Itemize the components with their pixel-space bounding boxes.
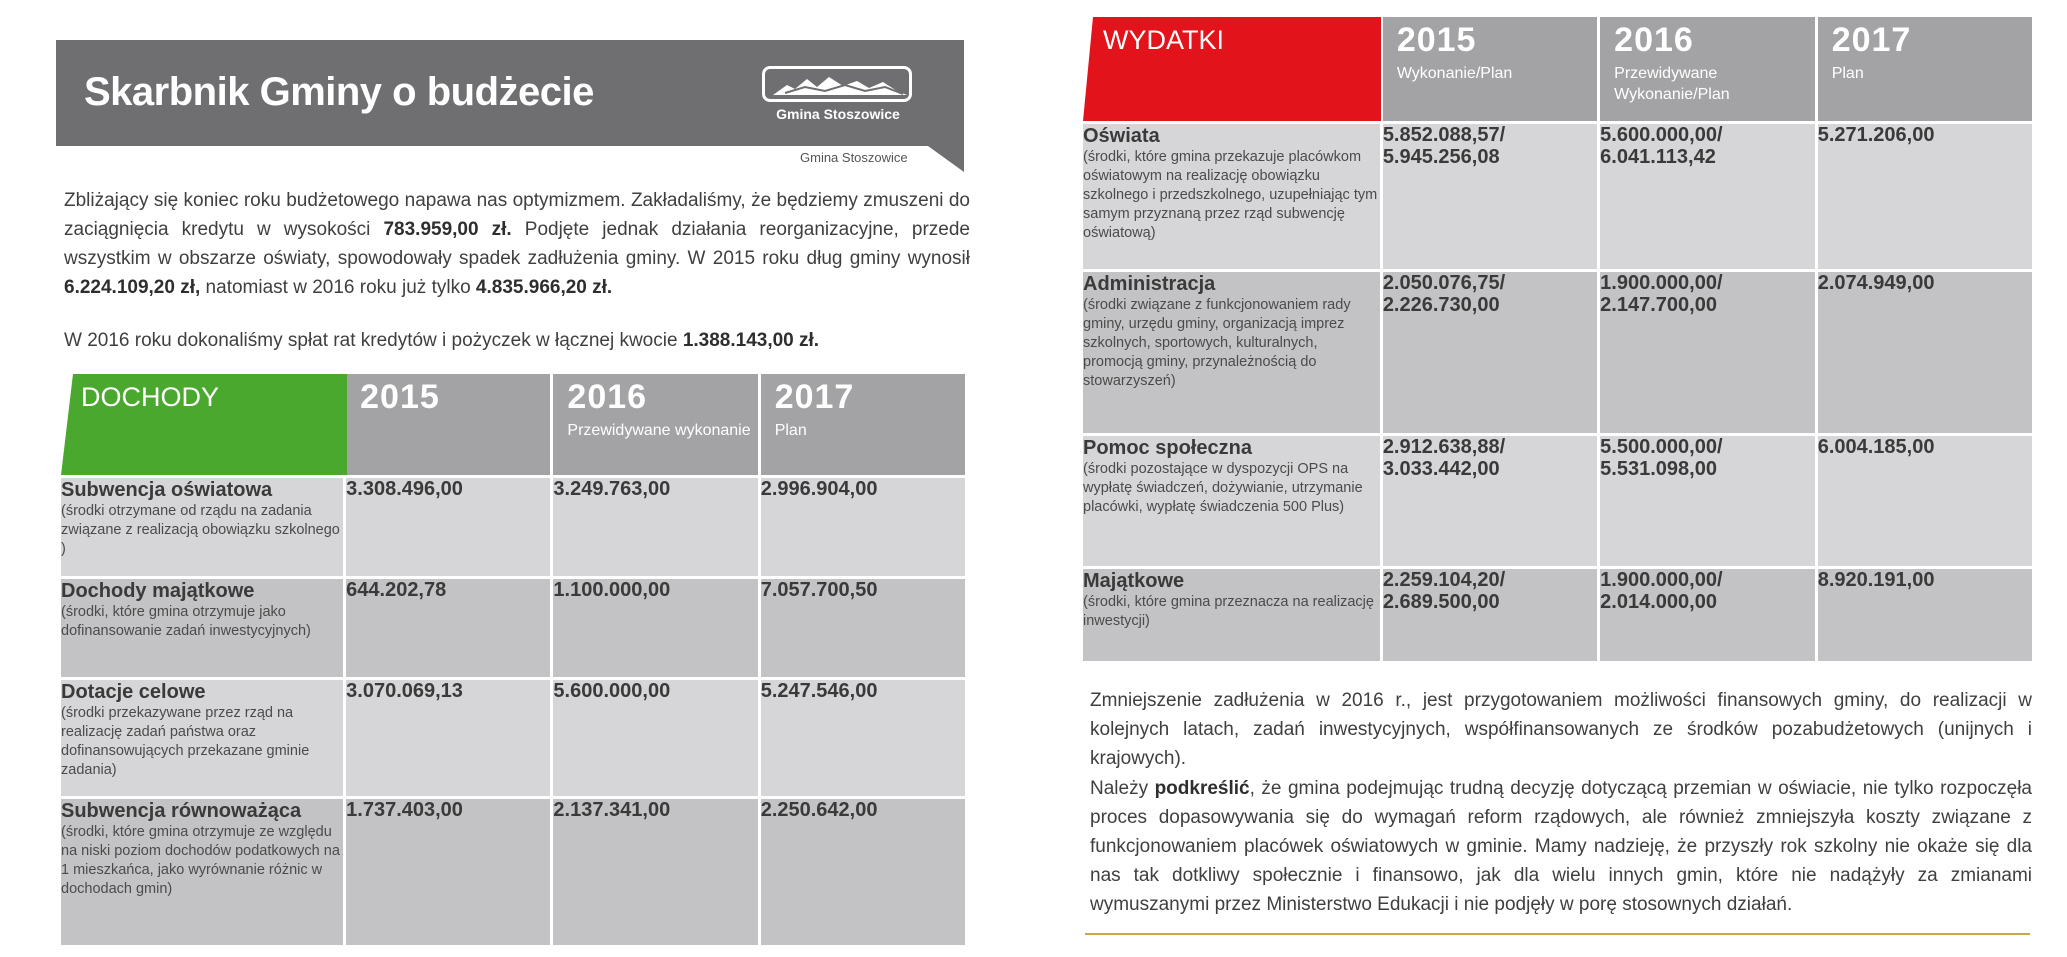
gmina-logo bbox=[762, 66, 914, 124]
row-description: (środki otrzymane od rządu na zadania związane z realizacją obowiązku szkolnego ) bbox=[61, 503, 340, 557]
column-sublabel: Plan bbox=[774, 422, 807, 439]
year-label: 2016 bbox=[567, 378, 648, 416]
row-description: (środki, które gmina otrzymuje ze względu na niski poziom dochodów podatkowych na 1 mieszkańca, jako wyrównanie różnic w dochodach gmin) bbox=[61, 824, 340, 897]
photo-credit: Gmina Stoszowice bbox=[800, 150, 908, 165]
table-row bbox=[1083, 272, 2032, 433]
value-planned: 2.226.730,00 bbox=[1382, 294, 1500, 316]
debt-2015-amount: 6.224.109,20 zł, bbox=[64, 277, 201, 298]
income-category-cell bbox=[61, 374, 343, 475]
value-2016 bbox=[1600, 272, 1815, 433]
table-row bbox=[61, 799, 965, 945]
value-2015: 1.737.403,00 bbox=[346, 799, 550, 945]
outro-text: Należy bbox=[1090, 778, 1155, 799]
value-planned: 3.033.442,00 bbox=[1382, 458, 1500, 480]
year-label: 2017 bbox=[774, 378, 855, 416]
value-executed: 2.050.076,75/ bbox=[1382, 272, 1506, 294]
loan-amount: 783.959,00 zł. bbox=[383, 219, 512, 240]
value-2017: 5.247.546,00 bbox=[761, 680, 965, 796]
value-2016 bbox=[1600, 436, 1815, 566]
row-label bbox=[1083, 569, 1380, 661]
value-2015: 3.070.069,13 bbox=[346, 680, 550, 796]
row-title: Majątkowe bbox=[1083, 570, 1185, 592]
header-banner bbox=[56, 40, 964, 146]
row-description: (środki związane z funkcjonowaniem rady gminy, urzędu gminy, organizacją imprez szkolnych, sportowych, kulturalnych, promocją gminy, przynależnością do stowarzyszeń) bbox=[1083, 297, 1351, 389]
column-sublabel: Przewidywane wykonanie bbox=[567, 422, 751, 439]
row-label bbox=[1083, 272, 1380, 433]
income-category-label: DOCHODY bbox=[81, 382, 220, 412]
value-planned: 5.531.098,00 bbox=[1600, 458, 1717, 480]
income-table bbox=[58, 371, 968, 948]
row-description: (środki, które gmina otrzymuje jako dofinansowanie zadań inwestycyjnych) bbox=[61, 604, 311, 639]
row-label bbox=[61, 478, 343, 576]
value-planned: 2.689.500,00 bbox=[1382, 591, 1500, 613]
value-2017: 8.920.191,00 bbox=[1818, 569, 2032, 661]
value-planned: 2.014.000,00 bbox=[1600, 591, 1717, 613]
table-row bbox=[61, 579, 965, 677]
year-label: 2015 bbox=[360, 378, 440, 416]
table-row bbox=[61, 478, 965, 576]
value-executed: 2.259.104,20/ bbox=[1382, 569, 1506, 591]
row-title: Oświata bbox=[1083, 125, 1160, 147]
row-description: (środki, które gmina przekazuje placówkom oświatowym na realizację obowiązku szkolnego i przedszkolnego, uzupełniając tym samym przyznaną przez rząd subwencję oświatową) bbox=[1083, 149, 1378, 241]
column-sublabel: Plan bbox=[1831, 65, 1864, 82]
expenses-category-label: WYDATKI bbox=[1103, 25, 1224, 55]
bottom-divider bbox=[1085, 933, 2030, 935]
expenses-col-2017 bbox=[1818, 17, 2032, 121]
value-executed: 5.600.000,00/ bbox=[1600, 124, 1723, 146]
table-row bbox=[1083, 124, 2032, 269]
value-2017: 7.057.700,50 bbox=[761, 579, 965, 677]
left-page bbox=[0, 0, 1010, 957]
value-2017: 6.004.185,00 bbox=[1818, 436, 2032, 566]
value-2017: 2.250.642,00 bbox=[761, 799, 965, 945]
value-planned: 5.945.256,08 bbox=[1382, 146, 1500, 168]
expenses-header-row bbox=[1083, 17, 2032, 121]
value-2016 bbox=[1600, 124, 1815, 269]
value-2016: 2.137.341,00 bbox=[553, 799, 757, 945]
expenses-col-2015 bbox=[1383, 17, 1597, 121]
value-2016: 1.100.000,00 bbox=[553, 579, 757, 677]
value-executed: 2.912.638,88/ bbox=[1382, 436, 1506, 458]
value-planned: 6.041.113,42 bbox=[1600, 146, 1716, 168]
income-header-row bbox=[61, 374, 965, 475]
banner-fold bbox=[928, 146, 964, 172]
row-description: (środki, które gmina przeznacza na realizację inwestycji) bbox=[1083, 594, 1374, 629]
outro-paragraph-2 bbox=[1090, 774, 2032, 919]
value-executed: 1.900.000,00/ bbox=[1600, 272, 1723, 294]
value-2015 bbox=[1383, 124, 1597, 269]
table-row bbox=[1083, 436, 2032, 566]
value-2016: 3.249.763,00 bbox=[553, 478, 757, 576]
value-2017: 2.996.904,00 bbox=[761, 478, 965, 576]
outro-text: , że gmina podejmując trudną decyzję dotyczącą przemian w oświacie, nie tylko rozpoczęła proces dopasowywania się do wymagań reform rządowych, ale również zmniejszyła koszty związane z funkcjonowaniem placówek oświatowych w gminie. Mamy nadzieję, że przyszły rok szkolny nie okaże się dla nas tak dotkliwy społecznie i finansowo, jak dla wielu innych gmin, które nie nadążyły za zmianami wymuszanymi przez Ministerstwo Edukacji i nie podjęły w porę stosownych działań. bbox=[1090, 778, 2033, 915]
value-planned: 2.147.700,00 bbox=[1600, 294, 1717, 316]
row-title: Dotacje celowe bbox=[61, 681, 206, 703]
value-2016: 5.600.000,00 bbox=[553, 680, 757, 796]
value-2015 bbox=[1383, 272, 1597, 433]
income-col-2015 bbox=[346, 374, 550, 475]
intro-paragraph-1 bbox=[64, 186, 970, 302]
intro-text: W 2016 roku dokonaliśmy spłat rat kredytów i pożyczek w łącznej kwocie bbox=[64, 330, 683, 351]
mountain-logo-icon bbox=[762, 66, 912, 102]
logo-text: Gmina Stoszowice bbox=[776, 106, 900, 122]
row-label bbox=[1083, 124, 1380, 269]
outro-paragraph-1: Zmniejszenie zadłużenia w 2016 r., jest przygotowaniem możliwości finansowych gminy, do realizacji w kolejnych latach, zadań inwestycyjnych, współfinansowanych ze środków pozabudżetowych (unijnych i krajowych). bbox=[1090, 690, 2032, 769]
intro-text: natomiast w 2016 roku już tylko bbox=[200, 277, 476, 298]
row-label bbox=[1083, 436, 1380, 566]
value-2016 bbox=[1600, 569, 1815, 661]
value-2015: 644.202,78 bbox=[346, 579, 550, 677]
value-2017: 2.074.949,00 bbox=[1818, 272, 2032, 433]
debt-2016-amount: 4.835.966,20 zł. bbox=[475, 277, 613, 298]
row-description: (środki pozostające w dyspozycji OPS na wypłatę świadczeń, dożywianie, utrzymanie placówki, wypłatę świadczenia 500 Plus) bbox=[1083, 461, 1363, 515]
value-2015 bbox=[1383, 569, 1597, 661]
year-label: 2017 bbox=[1831, 21, 1912, 59]
table-row bbox=[1083, 569, 2032, 661]
expenses-col-2016 bbox=[1600, 17, 1815, 121]
table-row bbox=[61, 680, 965, 796]
value-executed: 5.852.088,57/ bbox=[1382, 124, 1506, 146]
row-title: Dochody majątkowe bbox=[61, 580, 255, 602]
page-title: Skarbnik Gminy o budżecie bbox=[84, 70, 594, 114]
row-label bbox=[61, 579, 343, 677]
value-executed: 1.900.000,00/ bbox=[1600, 569, 1723, 591]
year-label: 2016 bbox=[1614, 21, 1694, 59]
repayment-amount: 1.388.143,00 zł. bbox=[682, 330, 820, 351]
row-title: Administracja bbox=[1083, 273, 1216, 295]
year-label: 2015 bbox=[1396, 21, 1477, 59]
income-col-2017 bbox=[761, 374, 965, 475]
row-title: Subwencja oświatowa bbox=[61, 479, 273, 501]
row-title: Subwencja równoważąca bbox=[61, 800, 302, 822]
row-description: (środki przekazywane przez rząd na realizację zadań państwa oraz dofinansowujących przekazane gminie zadania) bbox=[61, 705, 310, 778]
row-label bbox=[61, 799, 343, 945]
value-2015 bbox=[1383, 436, 1597, 566]
intro-paragraph-2 bbox=[64, 326, 970, 355]
value-2015: 3.308.496,00 bbox=[346, 478, 550, 576]
income-col-2016 bbox=[553, 374, 757, 475]
intro-text: Zbliżający się koniec roku budżetowego napawa nas optymizmem. Zakładaliśmy, że będziemy zmuszeni do zaciągnięcia kredytu w wysokości bbox=[64, 190, 970, 240]
value-executed: 5.500.000,00/ bbox=[1600, 436, 1723, 458]
row-label bbox=[61, 680, 343, 796]
column-sublabel: Przewidywane Wykonanie/Plan bbox=[1614, 65, 1730, 103]
row-title: Pomoc społeczna bbox=[1083, 437, 1252, 459]
column-sublabel: Wykonanie/Plan bbox=[1396, 65, 1513, 82]
intro-text: Podjęte jednak działania reorganizacyjne, przede wszystkim w obszarze oświaty, spowodowały spadek zadłużenia gminy. W 2015 roku dług gminy wynosił bbox=[64, 219, 970, 269]
expenses-table bbox=[1080, 14, 2035, 664]
expenses-category-cell bbox=[1083, 17, 1380, 121]
emphasis-text: podkreślić bbox=[1154, 778, 1250, 799]
value-2017: 5.271.206,00 bbox=[1818, 124, 2032, 269]
